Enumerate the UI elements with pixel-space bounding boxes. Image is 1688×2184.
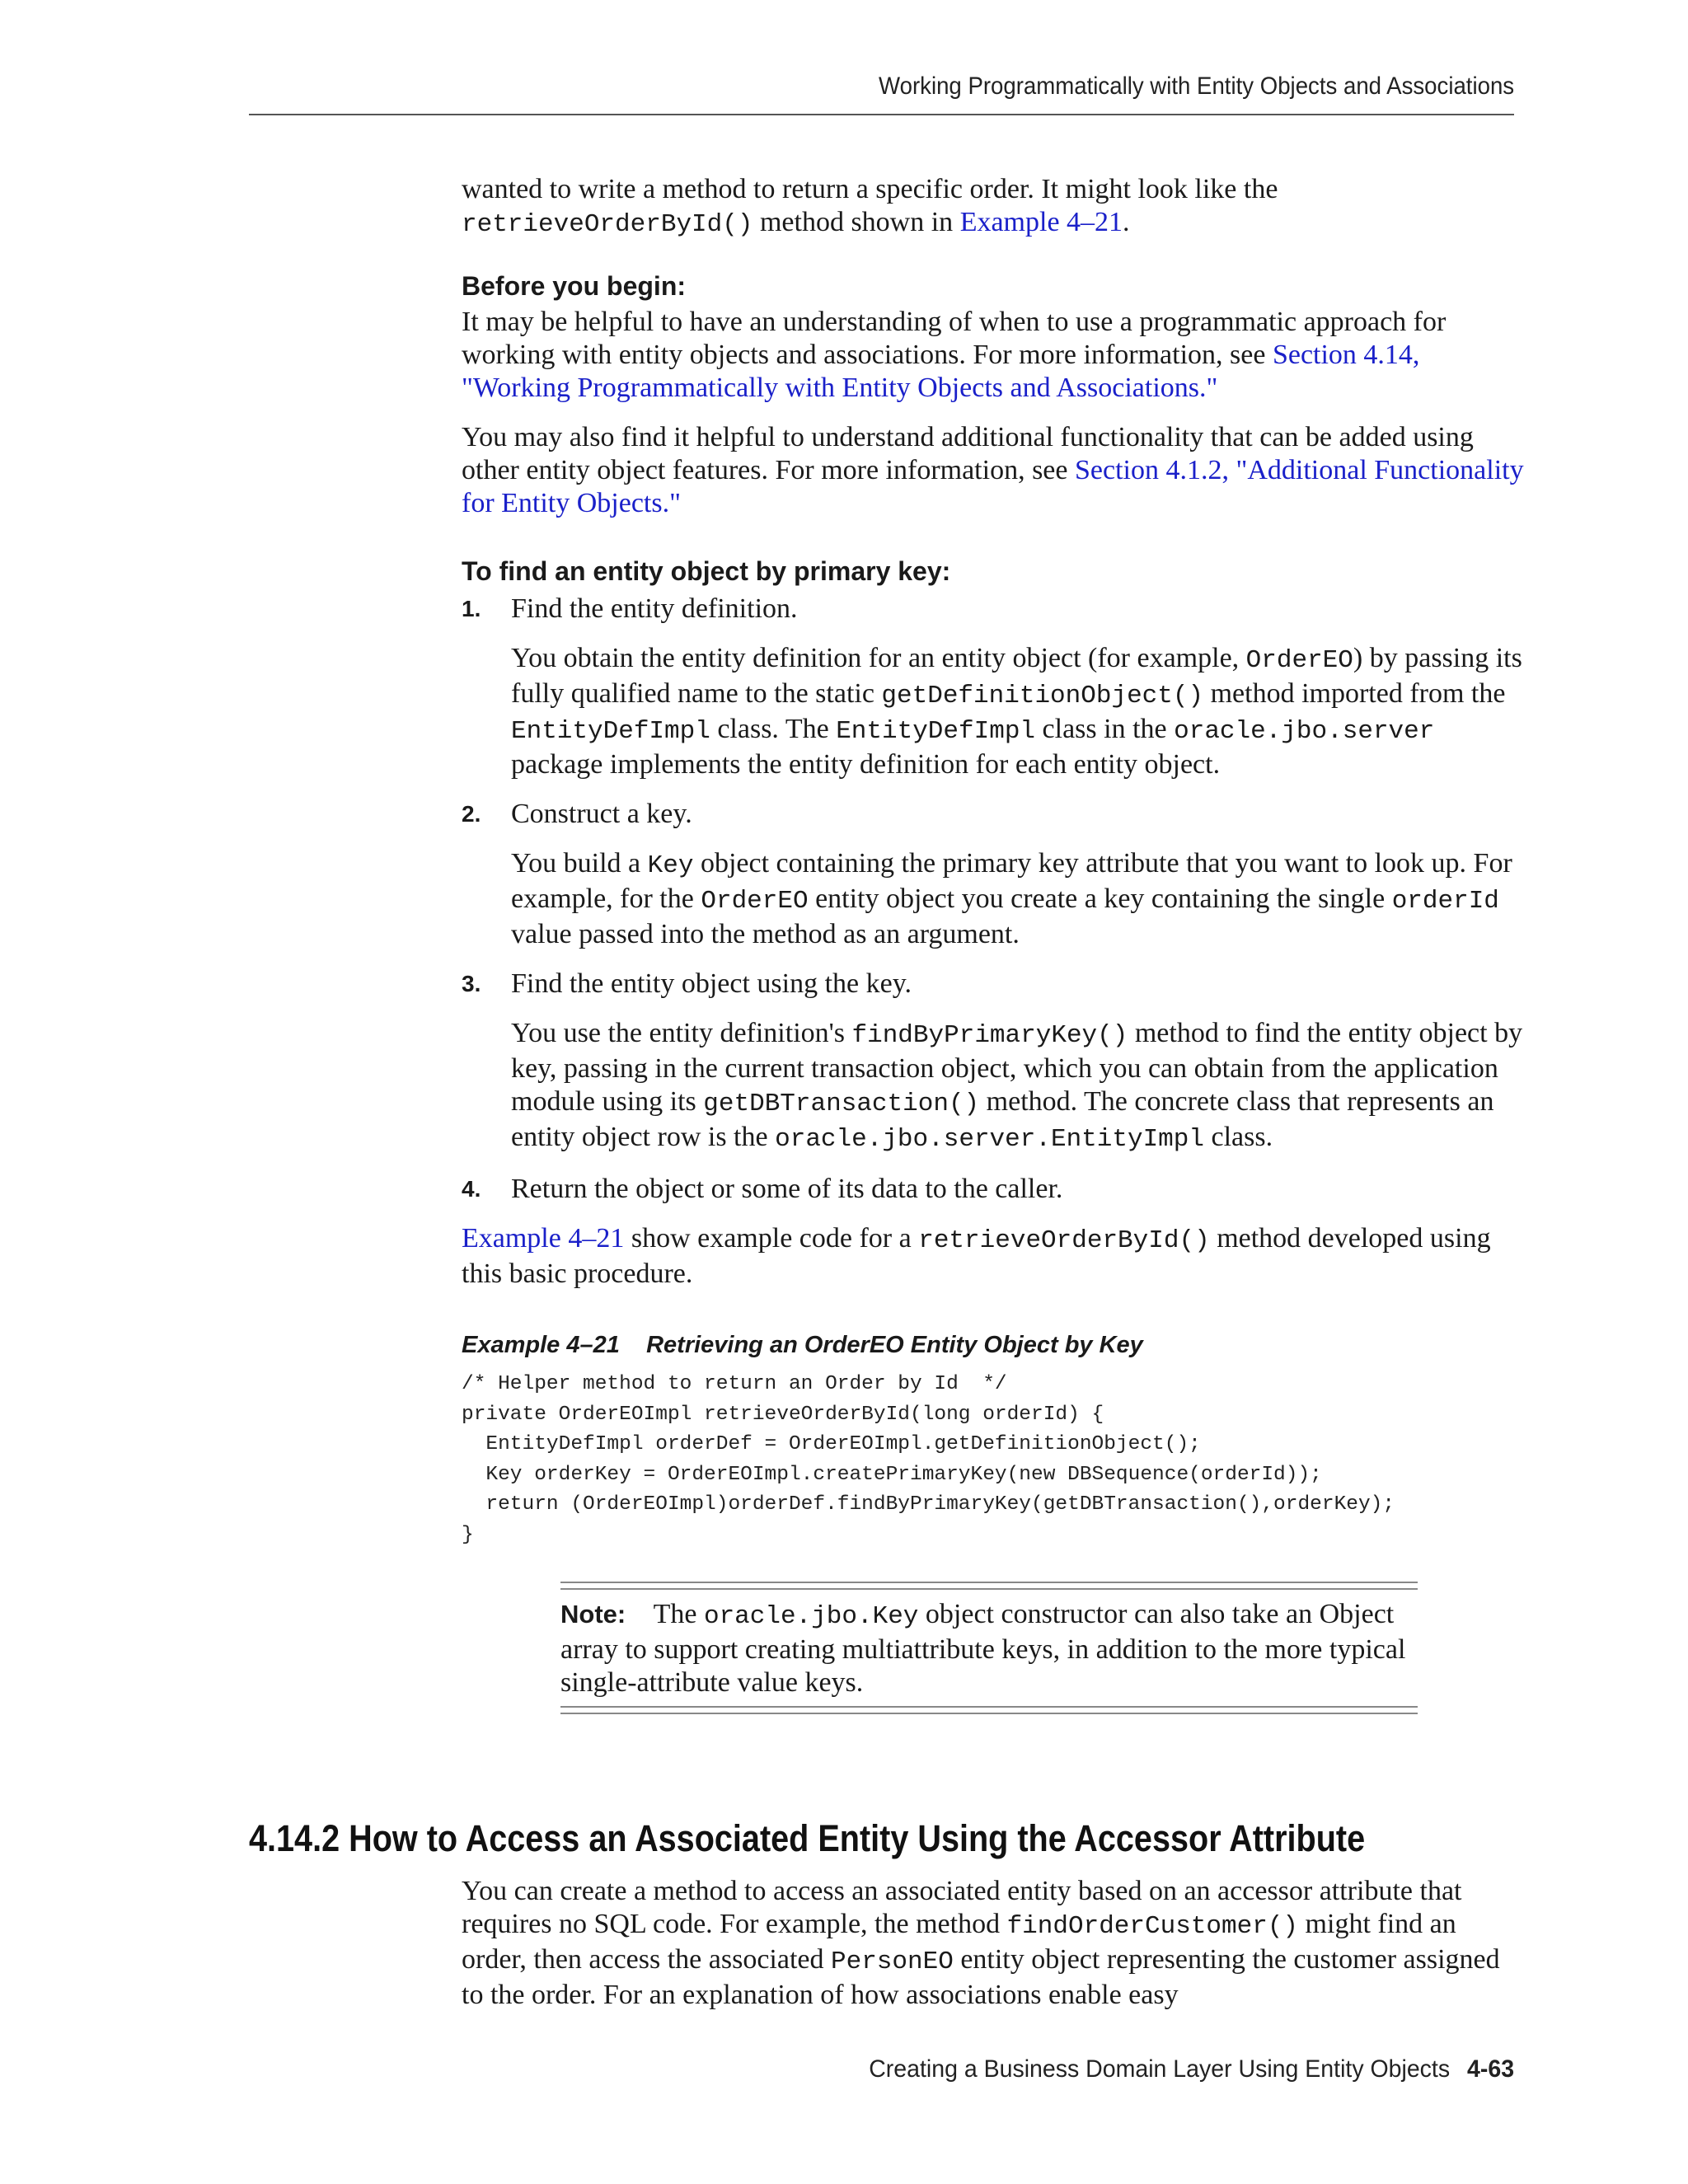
note-rule-bottom bbox=[560, 1706, 1418, 1714]
header-rule bbox=[249, 114, 1514, 115]
summary-paragraph: Example 4–21 show example code for a retrieveOrderById() method developed using this basic procedure. bbox=[462, 1223, 1491, 1289]
running-header: Working Programmatically with Entity Objects and Associations bbox=[878, 73, 1514, 100]
step-title: Find the entity object using the key. bbox=[511, 968, 912, 999]
step-description: You build a Key object containing the primary key attribute that you want to look up. For example, for the OrderEO entity object you create a key containing the single orderId value passed into the method as an argument. bbox=[511, 848, 1512, 949]
example-link[interactable]: Example 4–21 bbox=[959, 207, 1123, 237]
section-heading: 4.14.2 How to Access an Associated Entity Using the Accessor Attribute bbox=[249, 1817, 1366, 1859]
section-paragraph: You can create a method to access an associated entity based on an accessor attribute that requires no SQL code. For example, the method findOrderCustomer() might find an order, then access the associated PersonEO entity object representing the customer assigned to the order. For an explanation of how associations enable easy bbox=[462, 1876, 1500, 2010]
step-number: 1. bbox=[462, 596, 481, 621]
intro-paragraph: wanted to write a method to return a specific order. It might look like the retrieveOrderById() method shown in Example 4–21. bbox=[462, 174, 1278, 239]
main-body bbox=[462, 173, 1525, 1714]
step-title: Find the entity definition. bbox=[511, 593, 798, 624]
note-label: Note: bbox=[560, 1600, 626, 1629]
before-paragraph-1: It may be helpful to have an understanding of when to use a programmatic approach for working with entity objects and associations. For more information, see Section 4.14, "Working Programmatically with Entity Objects and Associations." bbox=[462, 307, 1447, 403]
note-rule-top bbox=[560, 1582, 1418, 1590]
step-description: You use the entity definition's findByPrimaryKey() method to find the entity object by key, passing in the current transaction object, which you can obtain from the application module using its getDBTransaction() method. The concrete class that represents an entity object row is the oracle.jbo.server.EntityImpl class. bbox=[511, 1018, 1523, 1154]
step-4 bbox=[462, 1173, 1525, 1206]
example-title: Example 4–21 Retrieving an OrderEO Entity Object by Key bbox=[462, 1332, 1143, 1358]
step-1 bbox=[462, 593, 1525, 781]
before-paragraph-2: You may also find it helpful to understand additional functionality that can be added using other entity object features. For more information, see Section 4.1.2, "Additional Functionality for Entity Objects." bbox=[462, 422, 1524, 518]
step-title: Return the object or some of its data to the caller. bbox=[511, 1174, 1063, 1204]
section-body bbox=[462, 1875, 1525, 2012]
step-number: 2. bbox=[462, 801, 481, 827]
page-footer bbox=[869, 2055, 1514, 2083]
step-number: 4. bbox=[462, 1176, 481, 1202]
step-title: Construct a key. bbox=[511, 799, 692, 829]
page-number: 4-63 bbox=[1466, 2055, 1514, 2083]
step-3 bbox=[462, 968, 1525, 1156]
section-4-14-link[interactable]: Section 4.14, "Working Programmatically with Entity Objects and Associations." bbox=[462, 340, 1420, 403]
step-description: You obtain the entity definition for an entity object (for example, OrderEO) by passing its fully qualified name to the static getDefinitionObject() method imported from the EntityDefImpl class. The EntityDefImpl class in the oracle.jbo.server package implements the entity definition for each entity object. bbox=[511, 643, 1522, 780]
step-number: 3. bbox=[462, 971, 481, 996]
code-listing: /* Helper method to return an Order by Id */ private OrderEOImpl retrieveOrderById(long orderId) { EntityDefImpl orderDef = OrderEOImpl.getDefinitionObject(); Key orderKey = OrderEOImpl.createPrimaryKey(new DBSequence(orderId)); return (OrderEOImpl)orderDef.findByPrimaryKey(getDBTransaction(),orderKey); } bbox=[462, 1373, 1395, 1546]
section-4-1-2-link[interactable]: Section 4.1.2, "Additional Functionality for Entity Objects." bbox=[462, 455, 1524, 518]
step-2 bbox=[462, 798, 1525, 951]
footer-title: Creating a Business Domain Layer Using Entity Objects bbox=[869, 2055, 1451, 2083]
example-link[interactable]: Example 4–21 bbox=[462, 1223, 625, 1254]
before-you-begin-heading: Before you begin: bbox=[462, 271, 687, 301]
note-text: Note: The oracle.jbo.Key object constructor can also take an Object array to support creating multiattribute keys, in addition to the more typical single-attribute value keys. bbox=[560, 1599, 1406, 1698]
note-box bbox=[560, 1582, 1418, 1714]
inline-code: retrieveOrderById() bbox=[462, 210, 753, 239]
procedure-heading: To find an entity object by primary key: bbox=[462, 556, 951, 586]
